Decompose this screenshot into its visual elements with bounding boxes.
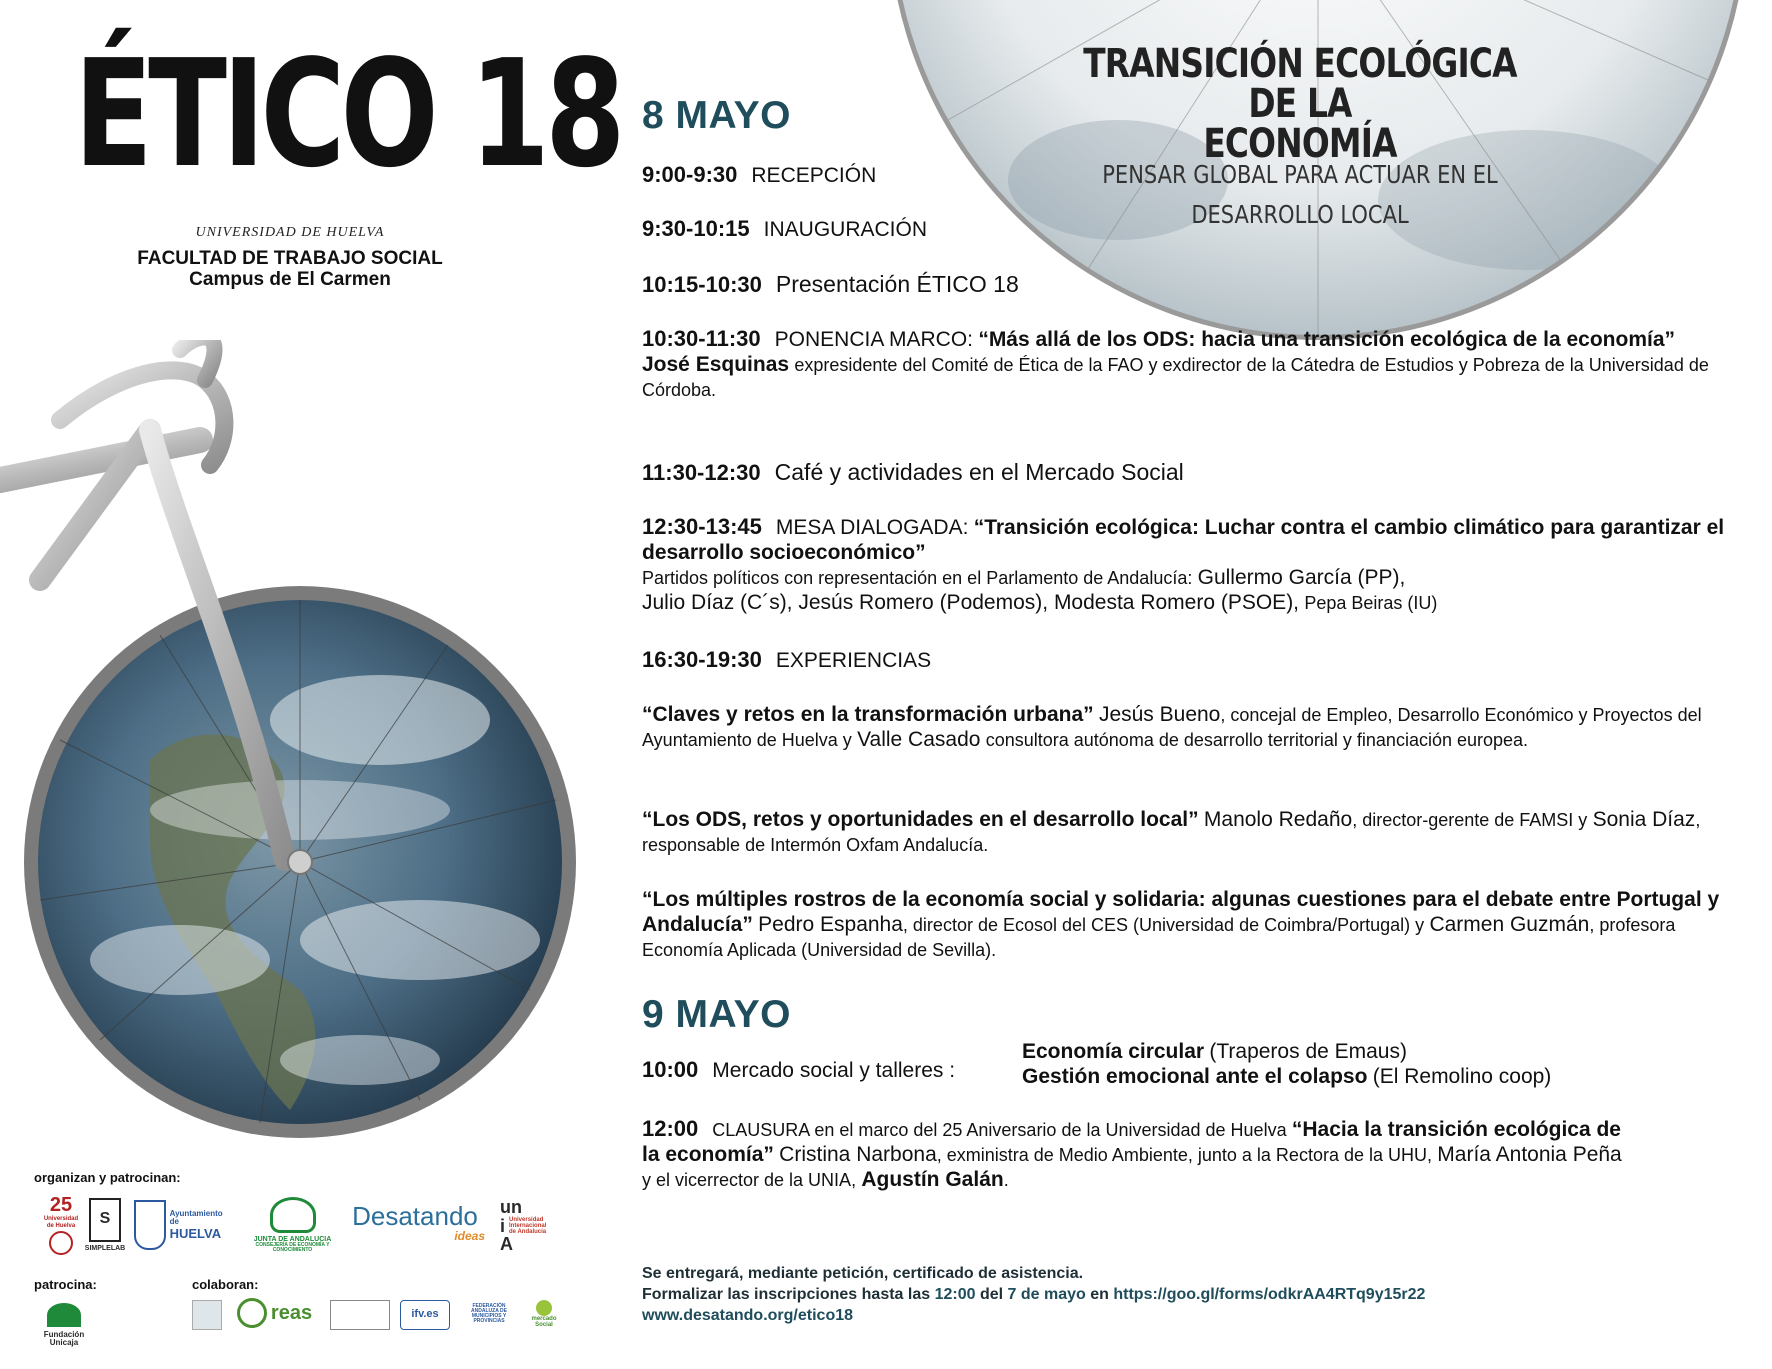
workshop-list <box>1022 1040 1742 1090</box>
item-presentacion: 10:15-10:30 Presentación ÉTICO 18 <box>642 271 1019 297</box>
desatando-ideas-logo: Desatando ideas <box>352 1200 485 1243</box>
certificate-note: Se entregará, mediante petición, certificado de asistencia. <box>642 1265 1084 1282</box>
collaborator-windmill-logo <box>192 1300 222 1330</box>
registration-form-link[interactable]: https://goo.gl/forms/odkrAA4RTq9y15r22 <box>1113 1286 1426 1303</box>
collaborators-label: colaboran: <box>192 1277 259 1292</box>
registration-note: Formalizar las inscripciones hasta las 12:00 del 7 de mayo en https://goo.gl/forms/odkrAA4RTq9y15r22 <box>642 1286 1426 1303</box>
item-inauguracion: 9:30-10:15 INAUGURACIÓN <box>642 216 927 241</box>
radio-logo <box>330 1300 390 1330</box>
theme-title: TRANSICIÓN ECOLÓGICA DE LA ECONOMÍA <box>1083 41 1517 167</box>
fundacion-unicaja-logo: Fundación Unicaja <box>34 1296 94 1354</box>
university-name: UNIVERSIDAD DE HUELVA <box>195 225 385 240</box>
item-clausura: 12:00 CLAUSURA en el marco del 25 Aniversario de la Universidad de Huelva “Hacia la transición ecológica de la economía” Cristina Narbona, exministra de Medio Ambiente, junto a la Rectora de la UHU, María Antonia Peña y el vicerrector de la UNIA, Agustín Galán. <box>642 1116 1622 1191</box>
experience-1: “Claves y retos en la transformación urbana” Jesús Bueno, concejal de Empleo, Desarrollo Económico y Proyectos del Ayuntamiento de Huelva y Valle Casado consultora autónoma de desarrollo territorial y financiación europea. <box>642 703 1702 751</box>
simplelab-logo: S SIMPLELAB <box>87 1195 123 1255</box>
item-mesa-dialogada: 12:30-13:45 MESA DIALOGADA: “Transición ecológica: Luchar contra el cambio climático para garantizar el desarrollo socioeconómico” Partidos políticos con representación en el Parlamento de Andalucía: Gullermo García (PP), Julio Díaz (C´s), Jesús Romero (Podemos), Modesta Romero (PSOE), Pepa Beiras (IU) <box>642 514 1725 614</box>
experience-3: “Los múltiples rostros de la economía social y solidaria: algunas cuestiones para el debate entre Portugal y Andalucía” Pedro Espanha, director de Ecosol del CES (Universidad de Coimbra/Portugal) y Carmen Guzmán, profesora Economía Aplicada (Universidad de Sevilla). <box>642 888 1720 960</box>
junta-andalucia-logo: JUNTA DE ANDALUCIA CONSEJERÍA DE ECONOMÍA Y CONOCIMIENTO <box>250 1192 335 1258</box>
workshop-2: Gestión emocional ante el colapso (El Remolino coop) <box>1022 1065 1552 1088</box>
item-cafe: 11:30-12:30 Café y actividades en el Mercado Social <box>642 459 1184 485</box>
item-ponencia: 10:30-11:30 PONENCIA MARCO: “Más allá de los ODS: hacia una transición ecológica de la economía” José Esquinas expresidente del Comité de Ética de la FAO y exdirector de la Cátedra de Estudios y Pobreza de la Universidad de Córdoba. <box>642 326 1709 400</box>
footer-info <box>642 1263 1425 1326</box>
day1-title: 8 MAYO <box>642 94 791 137</box>
item-recepcion: 9:00-9:30 RECEPCIÓN <box>642 162 877 187</box>
ayuntamiento-huelva-logo: Ayuntamiento de HUELVA <box>134 1195 229 1255</box>
faculty-name: FACULTAD DE TRABAJO SOCIAL <box>137 248 443 269</box>
reas-logo: reas <box>232 1296 317 1330</box>
item-experiencias: 16:30-19:30 EXPERIENCIAS <box>642 647 932 672</box>
famp-logo: FEDERACIÓN ANDALUZA DE MUNICIPIOS Y PROVINCIAS <box>471 1302 507 1325</box>
theme-subtitle: PENSAR GLOBAL PARA ACTUAR EN EL DESARROLLO LOCAL <box>1102 160 1498 229</box>
organizers-label: organizan y patrocinan: <box>34 1170 181 1185</box>
mercado-social-logo: mercado Social <box>528 1296 560 1332</box>
day2-title: 9 MAYO <box>642 993 791 1036</box>
bicycle-earth-wheel-illustration <box>0 340 600 1150</box>
sponsor-label: patrocina: <box>34 1277 97 1292</box>
unia-logo: un i Universidad Internacional de Andalucía A <box>500 1196 547 1255</box>
experience-2: “Los ODS, retos y oportunidades en el desarrollo local” Manolo Redaño, director-gerente de FAMSI y Sonia Díaz, responsable de Intermón Oxfam Andalucía. <box>642 808 1701 855</box>
item-mercado-social: 10:00 Mercado social y talleres : <box>642 1057 956 1082</box>
ifv-logo: ifv.es <box>400 1300 450 1330</box>
event-brand-title: ÉTICO 18 <box>74 28 621 200</box>
website-link[interactable]: www.desatando.org/etico18 <box>642 1307 854 1324</box>
uhu-25-logo: 25 Universidad de Huelva <box>40 1195 82 1255</box>
campus-name: Campus de El Carmen <box>189 269 391 290</box>
workshop-1: Economía circular (Traperos de Emaus) <box>1022 1040 1407 1063</box>
